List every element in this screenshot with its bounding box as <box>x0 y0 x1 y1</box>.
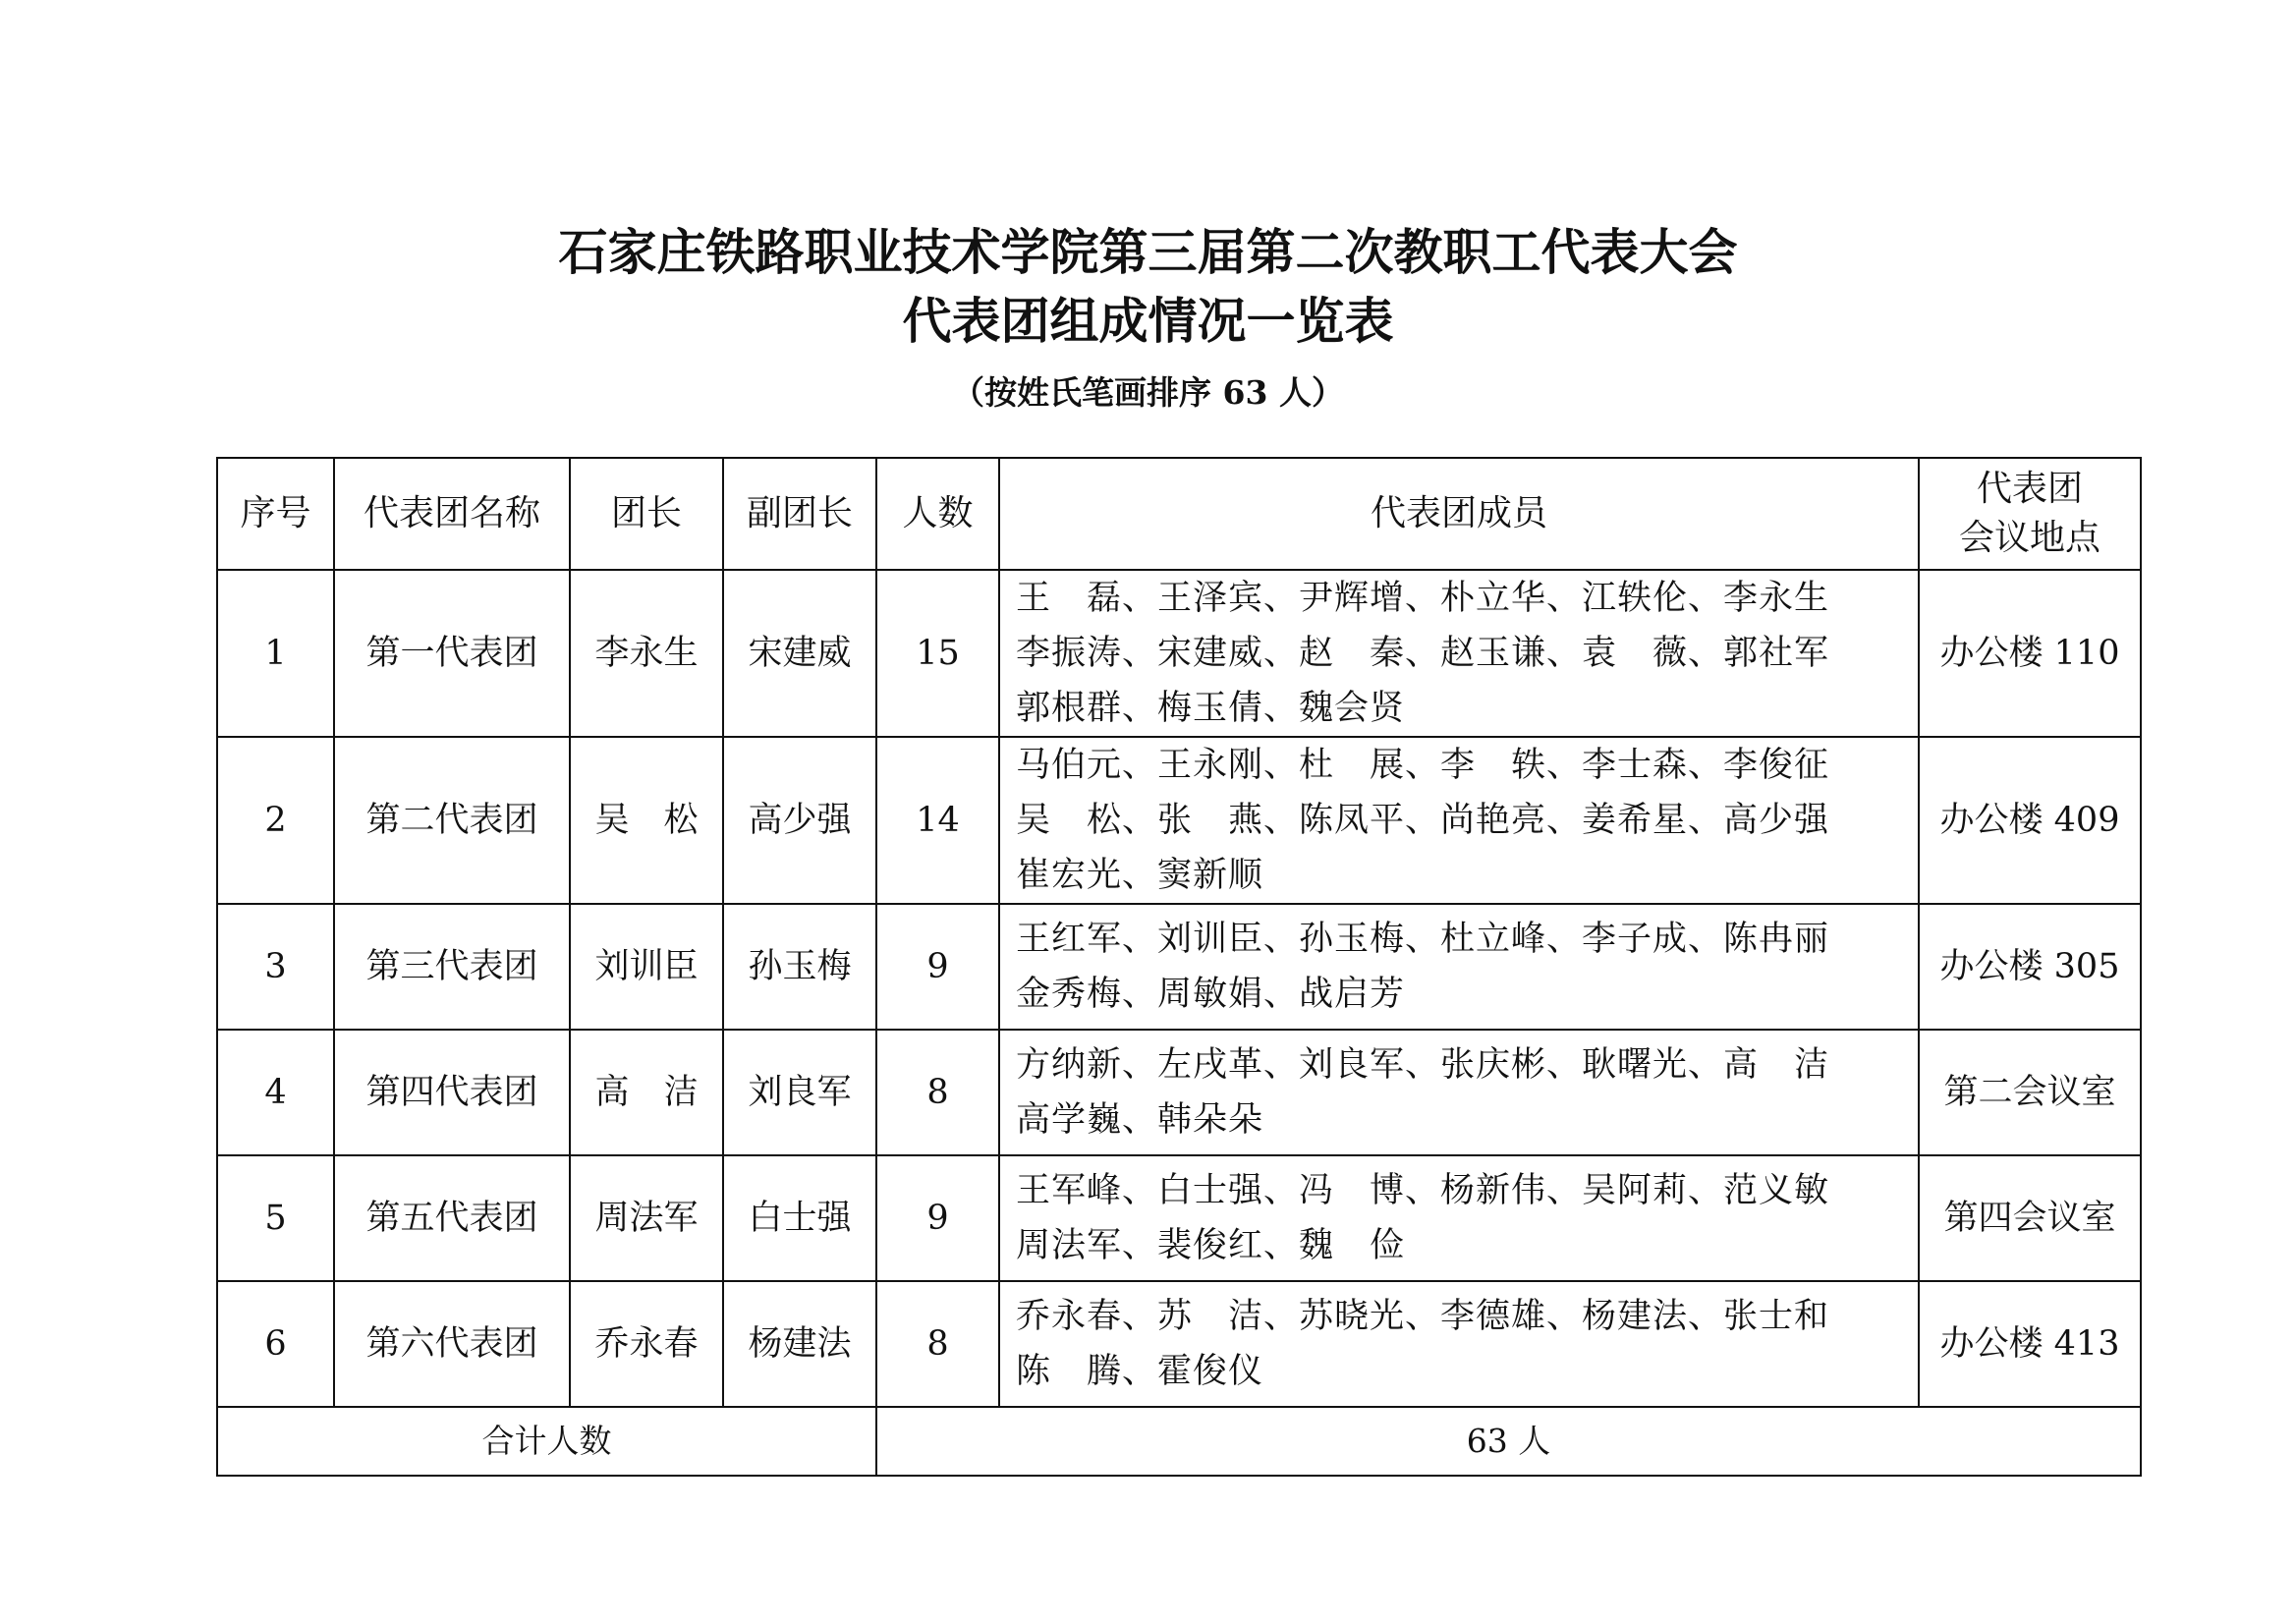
table-row <box>217 1030 2141 1155</box>
row-delegation-name: 第五代表团 <box>334 1155 570 1281</box>
row-deputy-leader: 杨建法 <box>723 1281 876 1407</box>
members-line: 王红军、刘训臣、孙玉梅、杜立峰、李子成、陈冉丽 <box>1016 920 1830 959</box>
row-seq: 3 <box>217 904 334 1030</box>
header-location-line-2: 会议地点 <box>1958 518 2100 558</box>
row-deputy-leader: 白士强 <box>723 1155 876 1281</box>
row-seq: 2 <box>217 737 334 904</box>
row-delegation-name: 第一代表团 <box>334 570 570 737</box>
delegation-table <box>216 457 2142 1477</box>
header-count: 人数 <box>876 458 999 570</box>
row-location: 办公楼 409 <box>1919 737 2141 904</box>
row-count: 15 <box>876 570 999 737</box>
row-location: 第二会议室 <box>1919 1030 2141 1155</box>
members-line: 高学巍、韩朵朵 <box>1016 1100 1264 1140</box>
total-row <box>217 1407 2141 1476</box>
row-members <box>999 737 1919 904</box>
row-deputy-leader: 高少强 <box>723 737 876 904</box>
members-line: 郭根群、梅玉倩、魏会贤 <box>1016 689 1406 728</box>
row-members <box>999 570 1919 737</box>
row-leader: 高 洁 <box>570 1030 723 1155</box>
members-line: 方纳新、左戌革、刘良军、张庆彬、耿曙光、高 洁 <box>1016 1045 1830 1085</box>
row-count: 14 <box>876 737 999 904</box>
row-leader: 乔永春 <box>570 1281 723 1407</box>
row-members <box>999 1030 1919 1155</box>
row-count: 8 <box>876 1281 999 1407</box>
table-row <box>217 904 2141 1030</box>
row-seq: 6 <box>217 1281 334 1407</box>
row-count: 9 <box>876 904 999 1030</box>
row-count: 9 <box>876 1155 999 1281</box>
header-leader: 团长 <box>570 458 723 570</box>
total-label: 合计人数 <box>217 1407 876 1476</box>
row-leader: 刘训臣 <box>570 904 723 1030</box>
row-delegation-name: 第二代表团 <box>334 737 570 904</box>
row-members <box>999 1155 1919 1281</box>
table-row <box>217 737 2141 904</box>
row-deputy-leader: 宋建威 <box>723 570 876 737</box>
members-line: 陈 腾、霍俊仪 <box>1016 1352 1264 1391</box>
row-location: 办公楼 110 <box>1919 570 2141 737</box>
header-deputy-leader: 副团长 <box>723 458 876 570</box>
document-title-line-1: 石家庄铁路职业技术学院第三届第二次教职工代表大会 <box>558 223 1738 281</box>
row-location: 办公楼 413 <box>1919 1281 2141 1407</box>
members-line: 吴 松、张 燕、陈凤平、尚艳亮、姜希星、高少强 <box>1016 801 1830 840</box>
table-row <box>217 570 2141 737</box>
members-line: 李振涛、宋建威、赵 秦、赵玉谦、袁 薇、郭社军 <box>1016 634 1830 673</box>
row-members <box>999 1281 1919 1407</box>
row-seq: 1 <box>217 570 334 737</box>
total-value: 63 人 <box>876 1407 2141 1476</box>
row-location: 第四会议室 <box>1919 1155 2141 1281</box>
row-count: 8 <box>876 1030 999 1155</box>
header-location <box>1919 458 2141 570</box>
members-line: 金秀梅、周敏娟、战启芳 <box>1016 975 1406 1014</box>
document-title-line-2: 代表团组成情况一览表 <box>902 292 1394 350</box>
members-line: 周法军、裴俊红、魏 俭 <box>1016 1226 1406 1265</box>
row-delegation-name: 第三代表团 <box>334 904 570 1030</box>
row-deputy-leader: 刘良军 <box>723 1030 876 1155</box>
members-line: 王军峰、白士强、冯 博、杨新伟、吴阿莉、范义敏 <box>1016 1171 1830 1210</box>
header-location-line-1: 代表团 <box>1976 469 2083 509</box>
members-line: 马伯元、王永刚、杜 展、李 轶、李士森、李俊征 <box>1016 746 1830 785</box>
row-delegation-name: 第六代表团 <box>334 1281 570 1407</box>
header-members: 代表团成员 <box>999 458 1919 570</box>
table-header-row <box>217 458 2141 570</box>
row-deputy-leader: 孙玉梅 <box>723 904 876 1030</box>
row-seq: 5 <box>217 1155 334 1281</box>
members-line: 乔永春、苏 洁、苏晓光、李德雄、杨建法、张士和 <box>1016 1297 1830 1336</box>
members-line: 崔宏光、窦新顺 <box>1016 856 1264 895</box>
title-block <box>0 218 2296 415</box>
row-seq: 4 <box>217 1030 334 1155</box>
row-location: 办公楼 305 <box>1919 904 2141 1030</box>
document-subtitle: （按姓氏笔画排序 63 人） <box>952 373 1344 412</box>
row-leader: 李永生 <box>570 570 723 737</box>
row-leader: 吴 松 <box>570 737 723 904</box>
row-delegation-name: 第四代表团 <box>334 1030 570 1155</box>
row-leader: 周法军 <box>570 1155 723 1281</box>
header-delegation-name: 代表团名称 <box>334 458 570 570</box>
row-members <box>999 904 1919 1030</box>
table-row <box>217 1155 2141 1281</box>
table-row <box>217 1281 2141 1407</box>
members-line: 王 磊、王泽宾、尹辉增、朴立华、江轶伦、李永生 <box>1016 579 1830 618</box>
header-seq: 序号 <box>217 458 334 570</box>
